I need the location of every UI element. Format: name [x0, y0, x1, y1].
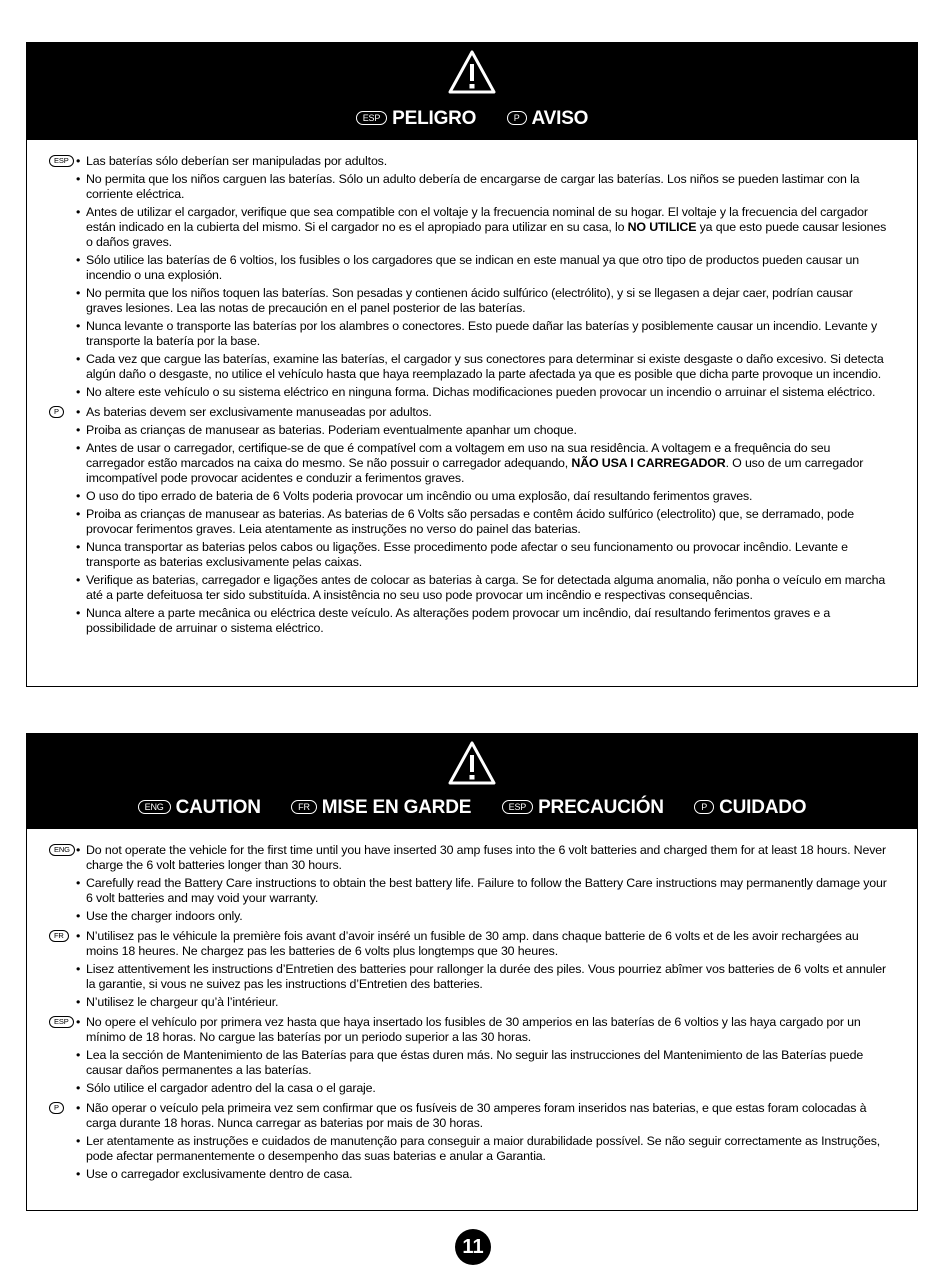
list-item: • Proiba as crianças de manusear as baterias. Poderiam eventualmente apanhar um choque.	[49, 423, 887, 438]
list-item: • Use the charger indoors only.	[49, 909, 887, 924]
danger-header	[27, 43, 917, 140]
lang-badge: FR	[291, 800, 317, 814]
title-precaucion: ESP PRECAUCIÓN	[502, 797, 664, 819]
title-mise-en-garde: FR MISE EN GARDE	[291, 797, 471, 819]
list-item: • Nunca transportar as baterias pelos cabos ou ligações. Esse procedimento pode afectar o seu funcionamento ou provocar incêndio. Levante e transporte as baterias exclusivamente pelas caixas.	[49, 540, 887, 570]
list-item: • Las baterías sólo deberían ser manipuladas por adultos.	[49, 154, 887, 169]
title-cuidado: P CUIDADO	[694, 797, 806, 819]
list-item: • Lisez attentivement les instructions d’Entretien des batteries pour rallonger la durée des piles. Vous pourriez abîmer vos batteries de 6 volts et annuler la garantie, si vous ne suivez pas les instructions d’Entretien des batteries.	[49, 962, 887, 992]
warning-triangle-icon	[447, 49, 497, 95]
group-esp	[49, 1015, 887, 1096]
list-item: • No permita que los niños carguen las baterías. Sólo un adulto debería de encargarse de cargar las baterías. Los niños se pueden lastimar con la corriente eléctrica.	[49, 172, 887, 202]
list-item: • Carefully read the Battery Care instructions to obtain the best battery life. Failure to follow the Battery Care instructions may permanently damage your 6 volt batteries and may void your warranty.	[49, 876, 887, 906]
list-item: • Verifique as baterias, carregador e ligações antes de colocar as baterias à carga. Se for detectada alguma anomalia, não ponha o veículo em marcha até a parte defeituosa ter sido substituída. A insistência no seu uso pode provocar um incêndio e respectivas consequências.	[49, 573, 887, 603]
list-item: • Sólo utilice el cargador adentro del la casa o el garaje.	[49, 1081, 887, 1096]
group-esp	[49, 154, 887, 400]
list-item: • No opere el vehículo por primera vez hasta que haya insertado los fusibles de 30 amperios en las baterías de 6 voltios y las haya cargado por un mínimo de 18 horas. No cargue las baterías por un periodo superior a las 30 horas.	[49, 1015, 887, 1045]
list-item: • No permita que los niños toquen las baterías. Son pesadas y contienen ácido sulfúrico (electrólito), y si se llegasen a dejar caer, podrían causar graves lesiones. Lea las notas de precaución en el panel posterior de las baterías.	[49, 286, 887, 316]
lang-badge: FR	[49, 930, 69, 942]
list-item: • Cada vez que cargue las baterías, examine las baterías, el cargador y sus conectores para determinar si existe desgaste o daño excesivo. Si detecta algún daño o desgaste, no utilice el vehículo hasta que haya reemplazado la parte afectada ya que es posible que dicha parte provoque un incendio.	[49, 352, 887, 382]
group-p	[49, 1101, 887, 1182]
lang-badge: P	[507, 111, 527, 125]
group-eng	[49, 843, 887, 924]
caution-panel	[26, 733, 918, 1211]
list-item: • As baterias devem ser exclusivamente manuseadas por adultos.	[49, 405, 887, 420]
title-caution: ENG CAUTION	[138, 797, 261, 819]
danger-warning-panel	[26, 42, 918, 687]
page-number: 11	[455, 1229, 491, 1265]
lang-badge: ENG	[49, 844, 75, 856]
caution-header	[27, 734, 917, 829]
group-p	[49, 405, 887, 636]
list-item: • N’utilisez le chargeur qu’à l’intérieur.	[49, 995, 887, 1010]
list-item: • Nunca altere a parte mecânica ou eléctrica deste veículo. As alterações podem provocar um incêndio, daí resultando ferimentos graves e a possibilidade de arruinar o sistema eléctrico.	[49, 606, 887, 636]
lang-badge: ESP	[49, 1016, 74, 1028]
list-item: • Lea la sección de Mantenimiento de las Baterías para que éstas duren más. No seguir las instrucciones del Mantenimiento de las Baterías puede causar daños permanentes a las baterías.	[49, 1048, 887, 1078]
list-item: • No altere este vehículo o su sistema eléctrico en ninguna forma. Dichas modificaciones pueden provocar un incendio o arruinar el sistema eléctrico.	[49, 385, 887, 400]
title-peligro: ESP PELIGRO	[356, 108, 477, 130]
group-fr	[49, 929, 887, 1010]
list-item: • N’utilisez pas le véhicule la première fois avant d’avoir inséré un fusible de 30 amp. dans chaque batterie de 6 volts et de les avoir rechargées au moins 18 heures. Ne chargez pas les batteries de 6 volts plus longtemps que 30 heures.	[49, 929, 887, 959]
list-item: • O uso do tipo errado de bateria de 6 Volts poderia provocar um incêndio ou uma explosão, daí resultando ferimentos graves.	[49, 489, 887, 504]
title-aviso: P AVISO	[507, 108, 589, 130]
danger-body	[27, 140, 917, 636]
lang-badge: ESP	[502, 800, 533, 814]
list-item: • Use o carregador exclusivamente dentro de casa.	[49, 1167, 887, 1182]
list-item: • Antes de utilizar el cargador, verifique que sea compatible con el voltaje y la frecuencia nominal de su hogar. El voltaje y la frecuencia del cargador están indicado en la cubierta del mismo. Si el cargador no es el apropiado para utilizar en su casa, lo NO UTILICE ya que esto puede causar lesiones o daños graves.	[49, 205, 887, 250]
list-item: • Não operar o veículo pela primeira vez sem confirmar que os fusíveis de 30 amperes foram inseridos nas baterias, e que estas foram colocadas à carga durante 18 horas. Nunca carregar as baterias por mais de 30 horas.	[49, 1101, 887, 1131]
lang-badge: P	[49, 406, 64, 418]
lang-badge: ENG	[138, 800, 171, 814]
lang-badge: ESP	[49, 155, 74, 167]
lang-badge: ESP	[356, 111, 387, 125]
list-item: • Nunca levante o transporte las baterías por los alambres o conectores. Esto puede dañar las baterías y posiblemente causar un incendio. Levante y transporte la batería por la base.	[49, 319, 887, 349]
caution-body	[27, 829, 917, 1182]
list-item: • Do not operate the vehicle for the first time until you have inserted 30 amp fuses into the 6 volt batteries and charged them for at least 18 hours. Never charge the 6 volt batteries longer than 30 hours.	[49, 843, 887, 873]
list-item: • Antes de usar o carregador, certifique-se de que é compatível com a voltagem em uso na sua residência. A voltagem e a frequência do seu carregador estão marcados na caixa do mesmo. Se não possuir o carregador adequando, NÃO USA I CARREGADOR. O uso de um carregador imcompatível pode provocar acidentes e conduzir a ferimentos graves.	[49, 441, 887, 486]
list-item: • Ler atentamente as instruções e cuidados de manutenção para conseguir a maior durabilidade possível. Se não seguir correctamente as Instruções, pode afectar permanentemente o desempenho das suas baterias e anular a Garantia.	[49, 1134, 887, 1164]
lang-badge: P	[694, 800, 714, 814]
list-item: • Sólo utilice las baterías de 6 voltios, los fusibles o los cargadores que se indican en este manual ya que otro tipo de productos pueden causar un incendio o una explosión.	[49, 253, 887, 283]
warning-triangle-icon	[447, 740, 497, 786]
lang-badge: P	[49, 1102, 64, 1114]
list-item: • Proiba as crianças de manusear as baterias. As baterias de 6 Volts são persadas e contêm ácido sulfúrico (electrolito) que, se derramado, pode provocar ferimentos graves. Leia atentamente as instruções no verso do painel das baterias.	[49, 507, 887, 537]
